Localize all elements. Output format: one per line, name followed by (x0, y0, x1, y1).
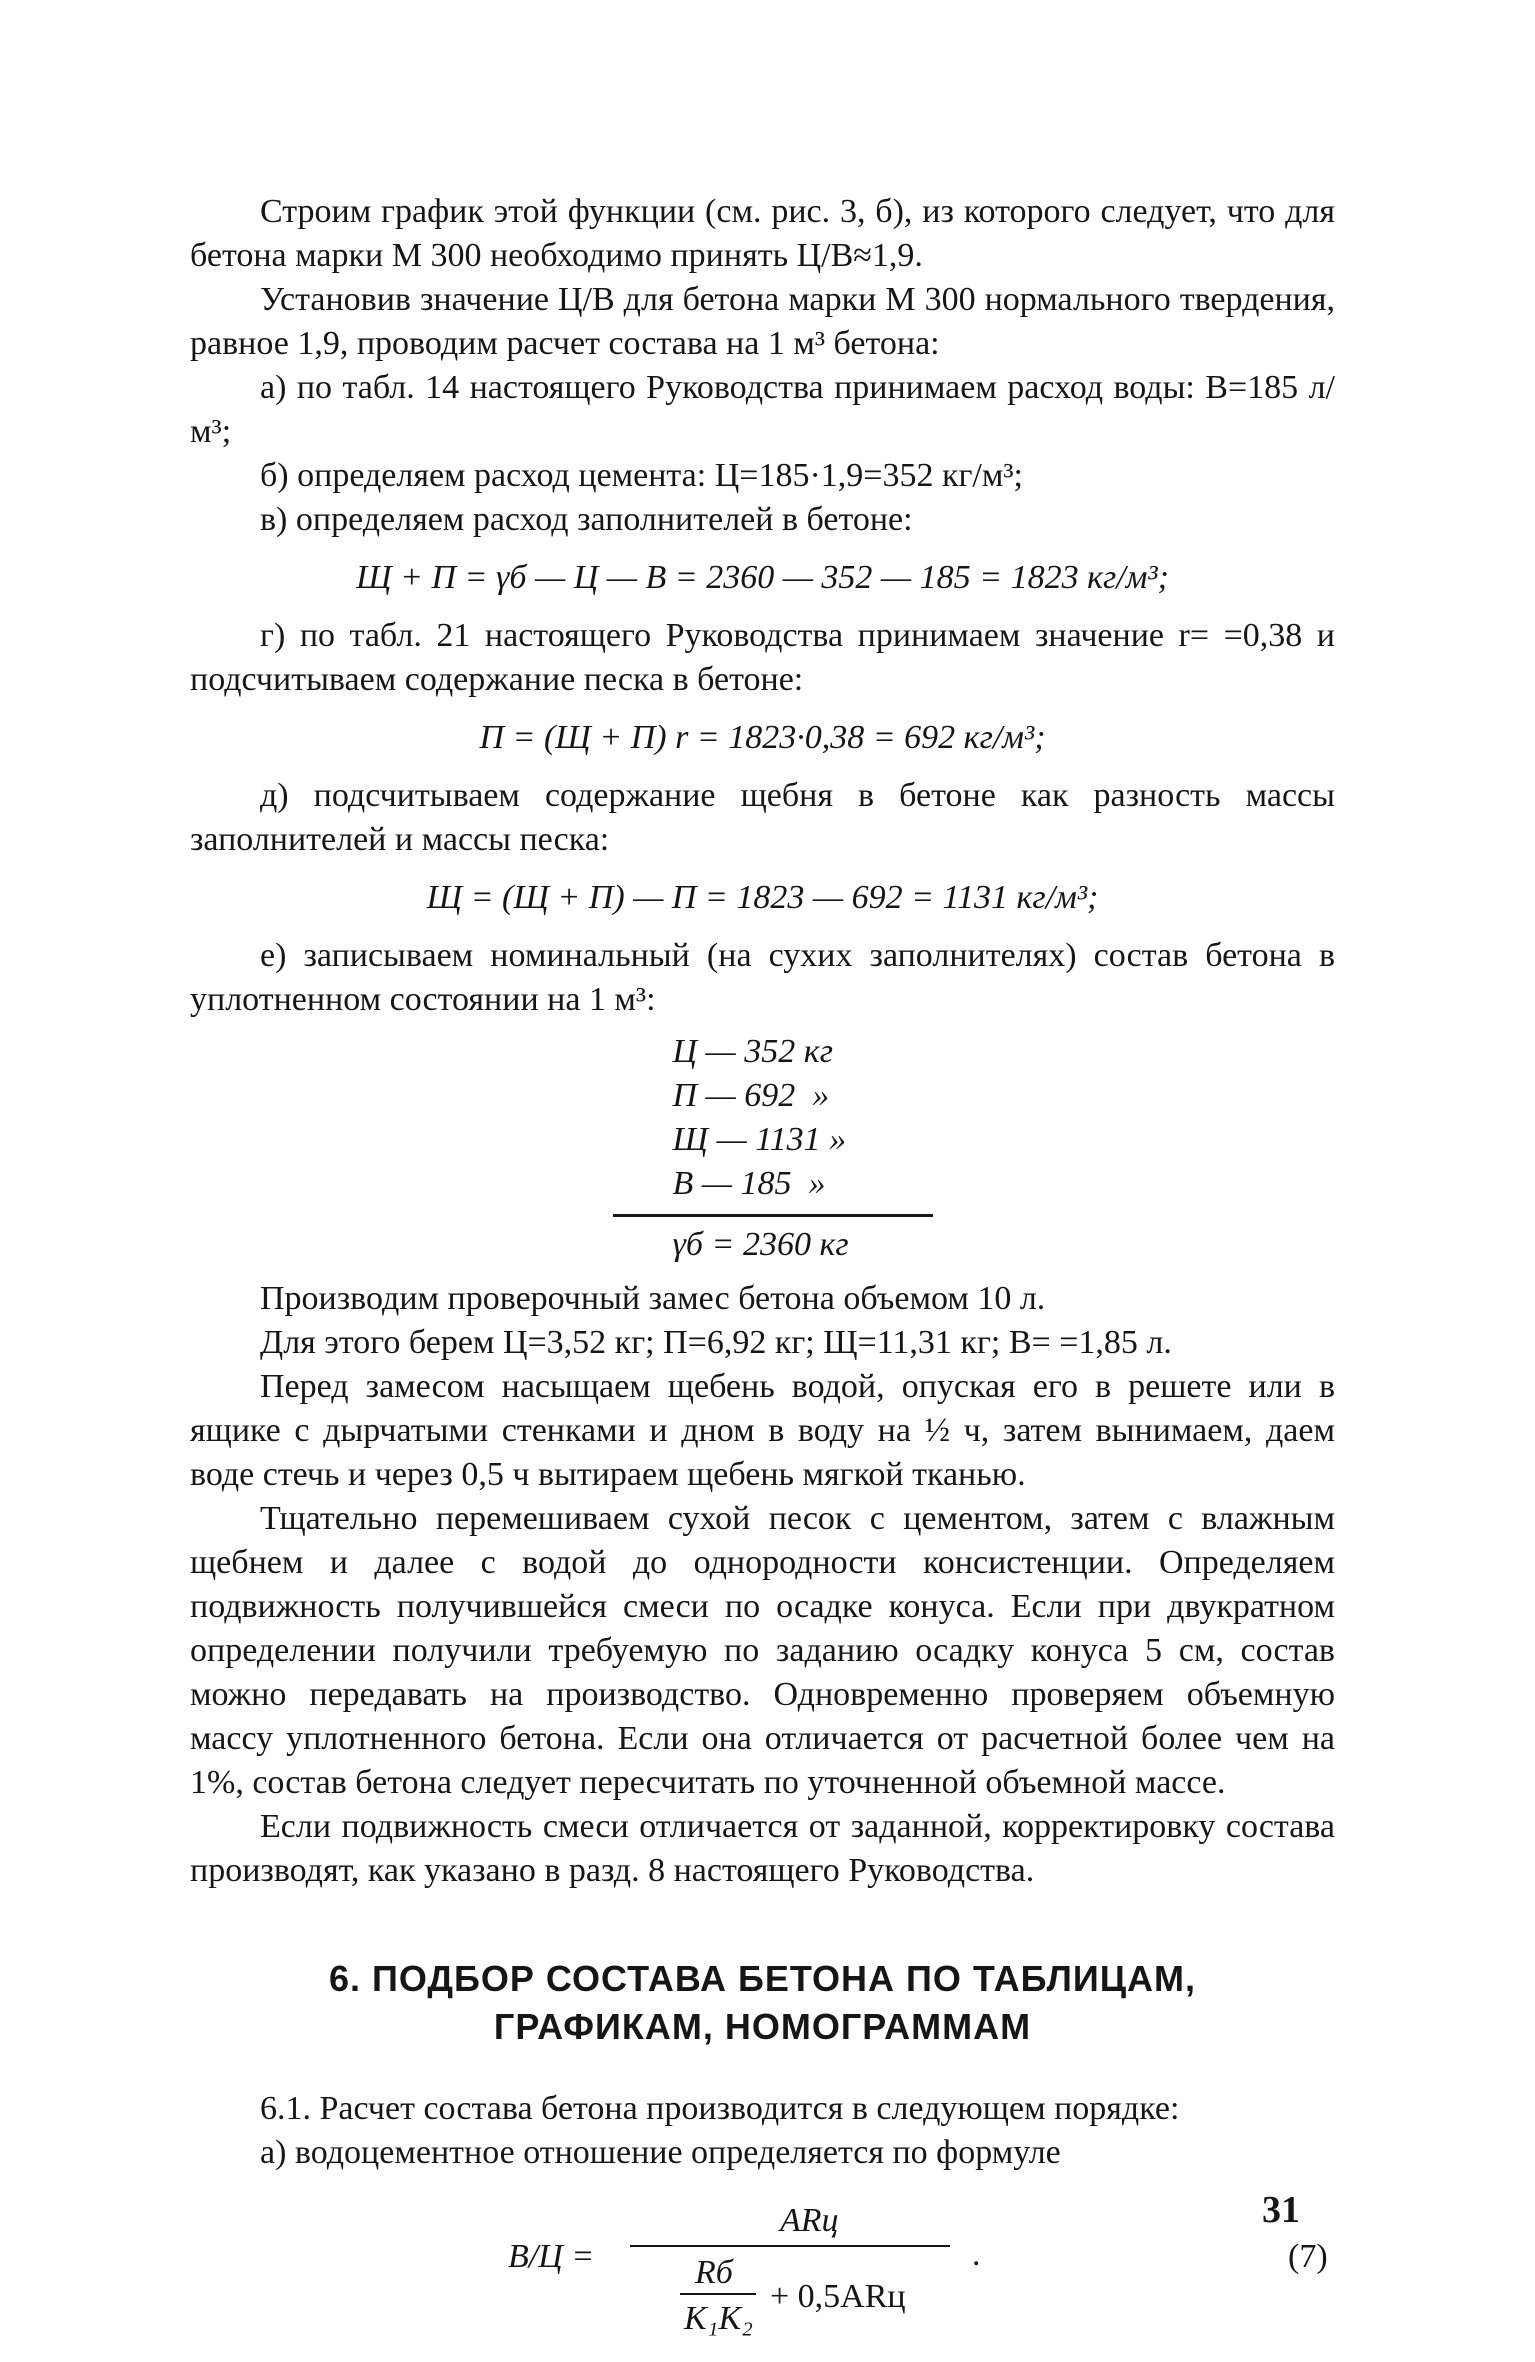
paragraph-mixing: Тщательно перемешиваем сухой песок с цементом, затем с влажным щебнем и далее с водой до однородности консистенции. Определяем подвижность получившейся смеси по осадке конуса. Если при двукратном определении получили требуемую по заданию осадку конуса 5 см, состав можно передавать на производство. Одновременно проверяем объемную массу уплотненного бетона. Если она отличается от расчетной более чем на 1%, состав бетона следует пересчитать по уточненной объемной массе. (190, 1500, 1335, 1801)
formula-denominator-top: Rб (695, 2254, 733, 2291)
body-text (190, 190, 1335, 2349)
formula-numerator: ARц (780, 2202, 839, 2239)
formula-dot: . (972, 2236, 981, 2273)
composition-row-cement: Ц — 352 кг (672, 1033, 833, 1070)
section-heading-line2: ГРАФИКАМ, НОМОГРАММАМ (493, 2006, 1032, 2047)
step-b-cement: б) определяем расход цемента: Ц=185·1,9=352 кг/м³; (260, 457, 1024, 494)
formula-number: (7) (1288, 2238, 1328, 2275)
paragraph-trial-mix: Производим проверочный замес бетона объемом 10 л. (260, 1280, 1046, 1317)
step-e-gravel: д) подсчитываем содержание щебня в бетоне как разность массы заполнителей и массы песка: (190, 777, 1335, 858)
formula-lhs: В/Ц = (508, 2238, 595, 2275)
equation-gravel: Щ = (Щ + П) — П = 1823 — 692 = 1131 кг/м³; (426, 879, 1099, 916)
formula-denominator-bottom: K₁K₂ (684, 2300, 753, 2337)
paragraph-6-1: 6.1. Расчет состава бетона производится в следующем порядке: (260, 2090, 1180, 2127)
section-heading-line1: 6. ПОДБОР СОСТАВА БЕТОНА ПО ТАБЛИЦАМ, (328, 1958, 1197, 1999)
paragraph-graph: Строим график этой функции (см. рис. 3, б), из которого следует, что для бетона марки М 300 необходимо принять Ц/В≈1,9. (190, 193, 1335, 274)
step-a-water: а) по табл. 14 настоящего Руководства принимаем расход воды: В=185 л/м³; (190, 369, 1335, 450)
composition-row-gravel: Щ — 1131 » (672, 1121, 847, 1158)
step-d-sand: г) по табл. 21 настоящего Руководства принимаем значение r= =0,38 и подсчитываем содержание песка в бетоне: (190, 617, 1335, 698)
section-heading (190, 1955, 1335, 2051)
composition-total: γб = 2360 кг (672, 1226, 849, 1263)
paragraph-6-1-a: а) водоцементное отношение определяется по формуле (260, 2134, 1061, 2171)
composition-row-sand: П — 692 » (672, 1077, 830, 1114)
formula-inner-fraction-bar (680, 2293, 756, 2295)
paragraph-trial-amounts: Для этого берем Ц=3,52 кг; П=6,92 кг; Щ=11,31 кг; В= =1,85 л. (260, 1324, 1172, 1361)
step-f-composition: е) записываем номинальный (на сухих заполнителях) состав бетона в уплотненном состоянии на 1 м³: (190, 937, 1335, 1018)
equation-sand: П = (Щ + П) r = 1823·0,38 = 692 кг/м³; (479, 719, 1046, 756)
paragraph-correction: Если подвижность смеси отличается от заданной, корректировку состава производят, как указано в разд. 8 настоящего Руководства. (190, 1808, 1335, 1889)
page-number: 31 (1262, 2189, 1300, 2231)
composition-row-water: В — 185 » (672, 1165, 826, 1202)
formula-main-fraction-bar (630, 2245, 950, 2247)
step-c-aggregates: в) определяем расход заполнителей в бетоне: (260, 501, 913, 538)
paragraph-wc-ratio: Установив значение Ц/В для бетона марки М 300 нормального твердения, равное 1,9, проводим расчет состава на 1 м³ бетона: (190, 281, 1335, 362)
formula-7 (190, 2199, 1335, 2349)
equation-aggregates: Щ + П = γб — Ц — В = 2360 — 352 — 185 = 1823 кг/м³; (356, 559, 1169, 596)
paragraph-saturation: Перед замесом насыщаем щебень водой, опуская его в решете или в ящике с дырчатыми стенками и дном в воду на ½ ч, затем вынимаем, даем воде стечь и через 0,5 ч вытираем щебень мягкой тканью. (190, 1368, 1335, 1493)
composition-divider (613, 1214, 933, 1217)
composition-table (190, 1030, 1335, 1267)
formula-denominator-tail: + 0,5ARц (770, 2278, 906, 2315)
